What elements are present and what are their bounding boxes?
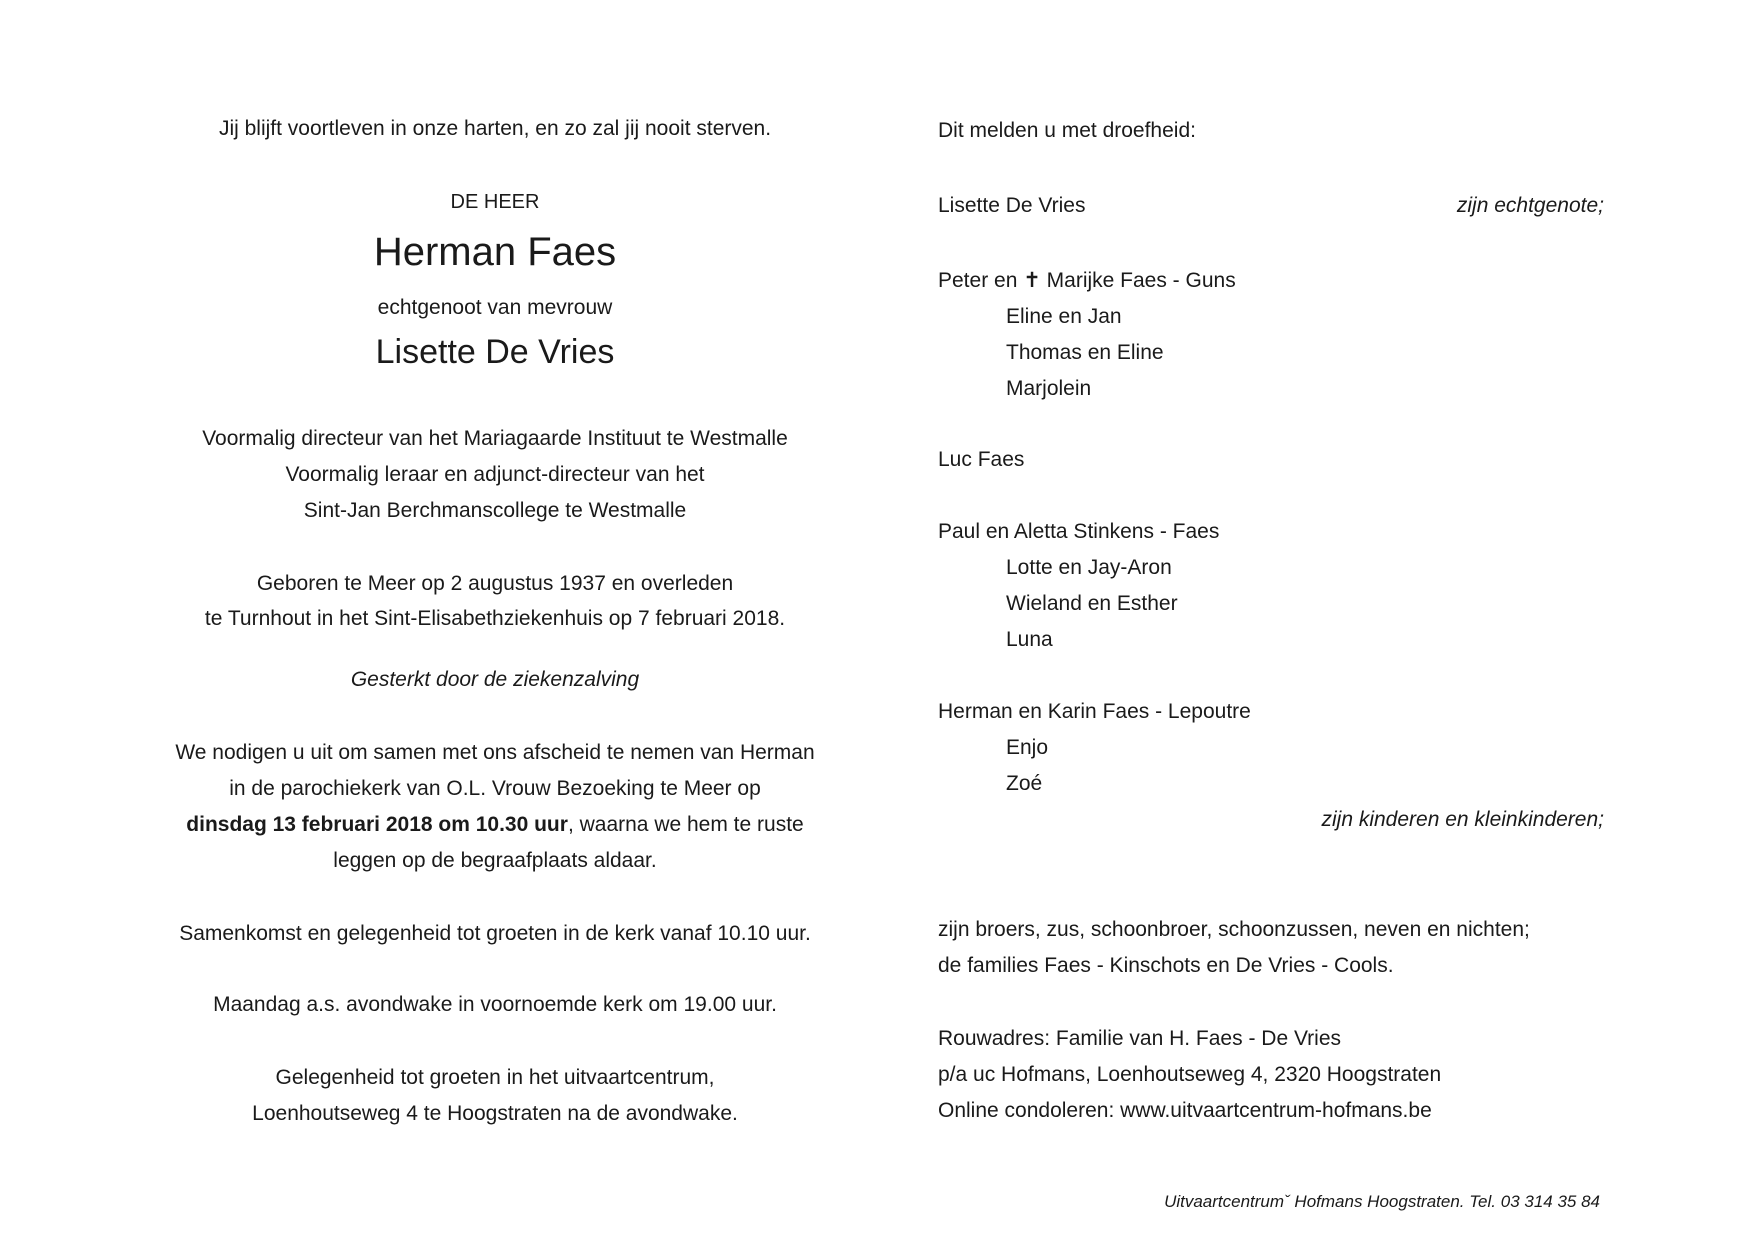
birth-death-line: Geboren te Meer op 2 augustus 1937 en overleden xyxy=(256,572,734,595)
birth-death-line: te Turnhout in het Sint-Elisabethziekenhuis op 7 februari 2018. xyxy=(204,607,786,630)
invitation-line-rest: , waarna we hem te ruste xyxy=(567,813,804,836)
ceremony-date: dinsdag 13 februari 2018 om 10.30 uur xyxy=(186,813,568,836)
family-member: Marjolein xyxy=(1006,377,1092,400)
vigil: Maandag a.s. avondwake in voornoemde kerk om 19.00 uur. xyxy=(213,993,777,1016)
family-member: Enjo xyxy=(1006,736,1049,759)
career-line: Voormalig directeur van het Mariagaarde Instituut te Westmalle xyxy=(202,427,788,450)
spouse-name: Lisette De Vries xyxy=(938,194,1086,217)
spouse-row xyxy=(938,192,1604,220)
gathering: Samenkomst en gelegenheid tot groeten in de kerk vanaf 10.10 uur. xyxy=(179,922,811,945)
condolence-link[interactable]: Online condoleren: www.uitvaartcentrum-hofmans.be xyxy=(938,1099,1432,1122)
family-member: Zoé xyxy=(1006,772,1043,795)
spouse-name: Lisette De Vries xyxy=(375,333,615,371)
spouse-role: zijn echtgenote; xyxy=(1456,194,1604,217)
family-head: Herman en Karin Faes - Lepoutre xyxy=(938,700,1251,723)
address-line: Rouwadres: Familie van H. Faes - De Vries xyxy=(938,1027,1342,1050)
deceased-name: Herman Faes xyxy=(373,230,617,274)
title: DE HEER xyxy=(450,191,540,213)
career-line: Sint-Jan Berchmanscollege te Westmalle xyxy=(303,499,687,522)
family-member: Luna xyxy=(1006,628,1053,651)
family-head: Luc Faes xyxy=(938,448,1025,471)
announcement-intro: Dit melden u met droefheid: xyxy=(938,119,1196,142)
children-role: zijn kinderen en kleinkinderen; xyxy=(1321,808,1604,831)
address-line: p/a uc Hofmans, Loenhoutseweg 4, 2320 Hoogstraten xyxy=(938,1063,1442,1086)
family-member: Wieland en Esther xyxy=(1006,592,1178,615)
invitation-line: in de parochiekerk van O.L. Vrouw Bezoeking te Meer op xyxy=(229,777,761,800)
spouse-intro: echtgenoot van mevrouw xyxy=(377,296,613,319)
career-line: Voormalig leraar en adjunct-directeur van het xyxy=(285,463,705,486)
family-member: Lotte en Jay-Aron xyxy=(1006,556,1172,579)
invitation-line: leggen op de begraafplaats aldaar. xyxy=(333,849,657,872)
family-member: Thomas en Eline xyxy=(1006,341,1164,364)
greeting-line: Gelegenheid tot groeten in het uitvaartcentrum, xyxy=(275,1066,715,1089)
quote: Jij blijft voortleven in onze harten, en zo zal jij nooit sterven. xyxy=(218,117,772,140)
relatives-line: zijn broers, zus, schoonbroer, schoonzussen, neven en nichten; xyxy=(938,918,1530,941)
family-member: Eline en Jan xyxy=(1006,305,1122,328)
greeting-line: Loenhoutseweg 4 te Hoogstraten na de avondwake. xyxy=(252,1102,738,1125)
relatives-line: de families Faes - Kinschots en De Vries - Cools. xyxy=(938,954,1394,977)
sacrament: Gesterkt door de ziekenzalving xyxy=(350,668,640,691)
funeral-home-footer: Uitvaartcentrumˇ Hofmans Hoogstraten. Tel. 03 314 35 84 xyxy=(1164,1192,1600,1211)
family-head: Paul en Aletta Stinkens - Faes xyxy=(938,520,1220,543)
family-head: Peter en ✝ Marijke Faes - Guns xyxy=(938,269,1236,292)
invitation-date-line xyxy=(150,811,840,839)
invitation-line: We nodigen u uit om samen met ons afscheid te nemen van Herman xyxy=(175,741,815,764)
